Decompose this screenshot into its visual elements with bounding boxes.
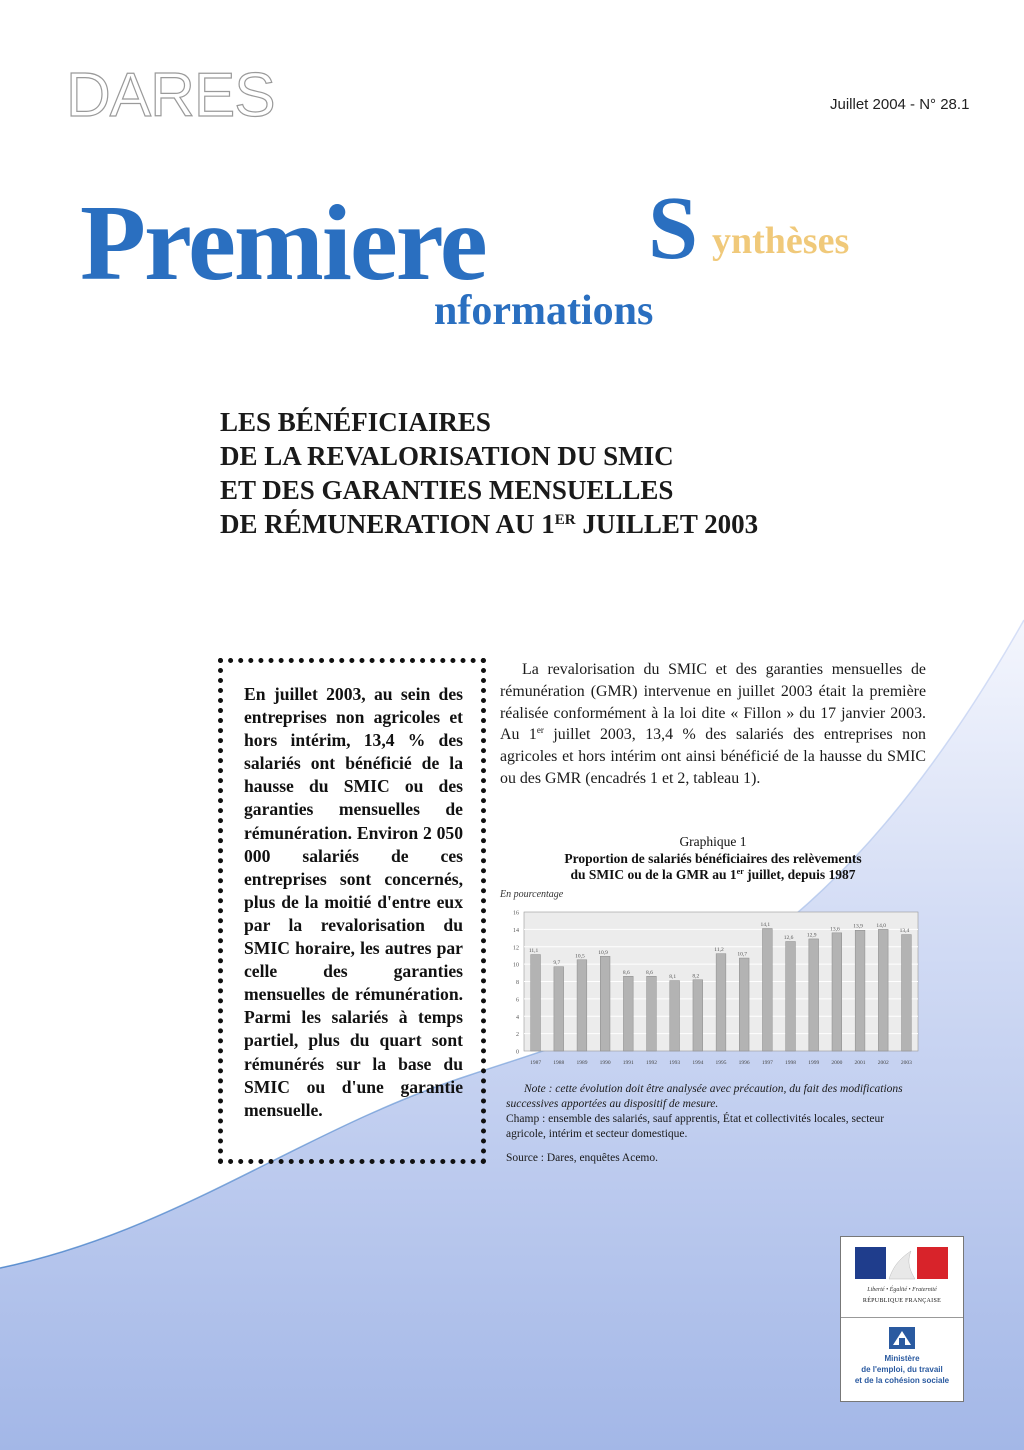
ministry-line: de l'emploi, du travail xyxy=(861,1365,943,1374)
y-tick-label: 8 xyxy=(516,980,519,986)
intro-text-part: La revalorisation du SMIC et des garanties mensuelles de rémunération (GMR) intervenue en juillet 2003 était la première réalisée conformément à la loi dite « Fillon » du 17 janvier 2003. Au 1 xyxy=(500,661,926,744)
bar xyxy=(623,976,633,1051)
bar xyxy=(786,942,796,1051)
data-label: 13,6 xyxy=(830,926,840,933)
x-tick-label: 1992 xyxy=(645,1060,657,1066)
article-title xyxy=(220,405,920,541)
bar xyxy=(577,960,587,1051)
ministry-line: Ministère xyxy=(884,1354,920,1363)
x-tick-label: 1990 xyxy=(599,1060,611,1066)
y-tick-label: 4 xyxy=(516,1014,519,1021)
data-label: 12,6 xyxy=(783,935,794,942)
x-tick-label: 1997 xyxy=(761,1060,773,1066)
title-line-text: DE RÉMUNERATION AU 1 xyxy=(220,509,555,539)
y-tick-label: 12 xyxy=(513,945,519,952)
graph-caption: Graphique 1 xyxy=(679,834,747,849)
y-tick-label: 0 xyxy=(516,1049,519,1056)
dares-brand: DARES xyxy=(66,61,275,130)
y-tick-label: 16 xyxy=(513,910,519,917)
data-label: 14,1 xyxy=(760,922,771,929)
intro-paragraph xyxy=(500,659,926,790)
intro-ordinal: er xyxy=(536,725,544,736)
x-tick-label: 1988 xyxy=(553,1060,565,1066)
x-tick-label: 1995 xyxy=(715,1060,727,1066)
title-line xyxy=(220,507,920,541)
data-label: 8,6 xyxy=(622,969,630,976)
bar xyxy=(693,980,703,1051)
graph-title-line: Proportion de salariés bénéficiaires des relèvements xyxy=(564,851,862,866)
graph-title-text: du SMIC ou de la GMR au 1 xyxy=(570,867,737,882)
bar xyxy=(878,929,888,1051)
government-logo xyxy=(840,1236,964,1402)
ministry-line: et de la cohésion sociale xyxy=(854,1376,950,1385)
bar xyxy=(716,954,726,1051)
logo-synthese-initial: S xyxy=(648,179,699,278)
x-tick-label: 1989 xyxy=(576,1060,588,1066)
title-ordinal: ER xyxy=(554,512,576,528)
data-label: 11,2 xyxy=(714,947,724,954)
logo-informations: nformations xyxy=(434,288,654,334)
x-tick-label: 1994 xyxy=(692,1060,704,1066)
data-label: 8,1 xyxy=(669,974,677,981)
bar xyxy=(554,967,564,1051)
title-line: LES BÉNÉFICIAIRES xyxy=(220,407,491,437)
bar xyxy=(600,956,610,1051)
data-label: 10,5 xyxy=(575,953,585,960)
motto: Liberté • Égalité • Fraternité xyxy=(867,1287,937,1293)
data-label: 8,2 xyxy=(692,973,700,980)
title-line-text: JUILLET 2003 xyxy=(575,509,759,539)
issue-number: Juillet 2004 - N° 28.1 xyxy=(830,96,970,113)
data-label: 10,9 xyxy=(598,949,608,956)
x-tick-label: 1993 xyxy=(669,1060,681,1066)
graph-unit: En pourcentage xyxy=(500,889,564,900)
logo-syntheses: ynthèses xyxy=(712,220,850,262)
intro-text-part: juillet 2003, 13,4 % des salariés des entreprises non agricoles et hors intérim ont ainsi bénéficié de la hausse du SMIC ou des GMR (encadrés 1 et 2, tableau 1). xyxy=(500,726,926,787)
bar xyxy=(647,976,657,1051)
graph-title-line xyxy=(500,867,926,883)
x-tick-label: 2000 xyxy=(831,1060,843,1066)
data-label: 10,7 xyxy=(737,951,747,958)
graph-title-ordinal: er xyxy=(736,867,744,876)
graph-title xyxy=(500,851,926,883)
source-text: Source : Dares, enquêtes Acemo. xyxy=(506,1152,659,1164)
bar xyxy=(670,981,680,1051)
data-label: 9,7 xyxy=(553,960,561,967)
title-line: DE LA REVALORISATION DU SMIC xyxy=(220,441,674,471)
summary-text: En juillet 2003, au sein des entreprises non agricoles et hors intérim, 13,4 % des salariés ont bénéficié de la hausse du SMIC ou des garanties mensuelles de rémunération. Environ 2 050 000 salariés de ces entreprises sont concernés, plus de la moitié d'entre eux par la revalorisation du SMIC horaire, les autres par celle des garanties mensuelles de rémunération. Parmi les salariés à temps partiel, plus du quart sont rémunérés sur la base du SMIC ou d'une garantie mensuelle. xyxy=(244,684,463,1120)
intro-text xyxy=(500,659,926,790)
x-tick-label: 1998 xyxy=(785,1060,797,1066)
x-tick-label: 1987 xyxy=(530,1060,542,1066)
data-label: 12,9 xyxy=(806,932,817,939)
x-tick-label: 2003 xyxy=(900,1060,912,1066)
bar xyxy=(531,955,541,1051)
graph-title-text: juillet, depuis 1987 xyxy=(743,867,856,882)
x-tick-label: 1991 xyxy=(622,1060,634,1066)
bar xyxy=(739,958,749,1051)
bar xyxy=(855,930,865,1051)
bar xyxy=(832,933,842,1051)
data-label: 13,9 xyxy=(853,923,863,930)
bar-chart xyxy=(500,900,926,1075)
champ-text: Champ : ensemble des salariés, sauf apprentis, État et collectivités locales, secteur agricole, intérim et secteur domestique. xyxy=(506,1113,885,1140)
republic-emblem xyxy=(841,1237,963,1318)
data-label: 8,6 xyxy=(646,969,653,976)
x-tick-label: 2002 xyxy=(877,1060,889,1066)
french-flag-icon xyxy=(841,1237,963,1287)
y-tick-label: 2 xyxy=(516,1032,519,1039)
data-label: 14,0 xyxy=(876,922,887,929)
bar xyxy=(902,935,912,1051)
summary-box xyxy=(218,658,486,1164)
x-tick-label: 1996 xyxy=(738,1060,750,1066)
y-tick-label: 10 xyxy=(513,962,519,969)
data-label: 11,1 xyxy=(528,948,539,955)
title-line: ET DES GARANTIES MENSUELLES xyxy=(220,475,674,505)
data-label: 13,4 xyxy=(899,928,910,935)
bar xyxy=(762,929,772,1051)
ministry-name xyxy=(841,1353,963,1386)
bar xyxy=(809,939,819,1051)
y-tick-label: 14 xyxy=(513,927,519,934)
x-tick-label: 2001 xyxy=(854,1060,866,1066)
republic-label: RÉPUBLIQUE FRANÇAISE xyxy=(862,1298,942,1304)
note-text: Note : cette évolution doit être analysée avec précaution, du fait des modifications successives apportées au dispositif de mesure. xyxy=(506,1083,903,1110)
ministry-emblem-icon xyxy=(887,1325,917,1351)
logo-premiere: Premiere xyxy=(80,184,486,303)
y-tick-label: 6 xyxy=(516,997,519,1004)
x-tick-label: 1999 xyxy=(808,1060,820,1066)
graph-notes xyxy=(506,1082,926,1166)
